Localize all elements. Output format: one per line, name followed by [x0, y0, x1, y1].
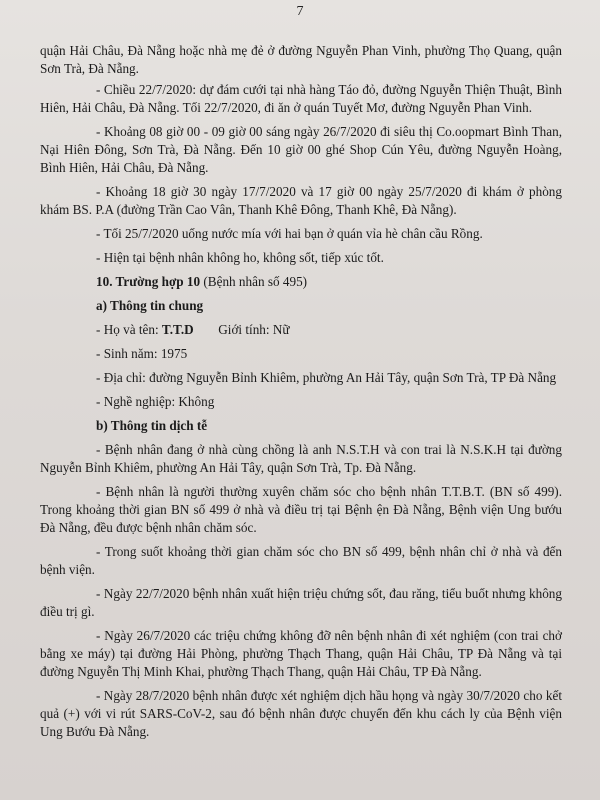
timeline-paragraph: - Hiện tại bệnh nhân không ho, không sốt, tiếp xúc tốt. — [96, 250, 384, 265]
timeline-paragraph: - Khoảng 08 giờ 00 - 09 giờ 00 sáng ngày 26/7/2020 đi siêu thị Co.oopmart Bình Than, Nại Hiên Đông, Sơn Trà, Đà Nẵng. Đến 10 giờ 00 ghé Shop Cún Yêu, đường Nguyễn Hoàng, Bình Hiên, Hải Châu, Đà Nẵng. — [40, 124, 562, 175]
epidemiology-paragraph: - Ngày 22/7/2020 bệnh nhân xuất hiện triệu chứng sốt, đau răng, tiểu buốt nhưng không điều trị gì. — [40, 586, 562, 619]
timeline-paragraph: - Tối 25/7/2020 uống nước mía với hai bạn ở quán vỉa hè chân cầu Rồng. — [96, 226, 483, 241]
document-body — [40, 42, 562, 747]
page-number: 7 — [296, 4, 304, 19]
gender-value: Nữ — [272, 322, 290, 337]
epidemiology-heading: b) Thông tin dịch tễ — [96, 418, 208, 433]
case-title-number: 10. Trường hợp 10 — [96, 274, 201, 289]
general-info-heading: a) Thông tin chung — [96, 298, 204, 313]
case-title-suffix: (Bệnh nhân số 495) — [203, 274, 308, 289]
occupation-field: - Nghề nghiệp: Không — [96, 394, 215, 409]
timeline-paragraph: - Chiều 22/7/2020: dự đám cưới tại nhà hàng Táo đỏ, đường Nguyễn Thiện Thuật, Bình Hiên, Hải Châu, Đà Nẵng. Tối 22/7/2020, đi ăn ở quán Tuyết Mơ, đường Nguyễn Phan Vinh. — [40, 82, 562, 115]
epidemiology-paragraph: - Bệnh nhân là người thường xuyên chăm sóc cho bệnh nhân T.T.B.T. (BN số 499). Trong khoảng thời gian BN số 499 ở nhà và điều trị tại Bệnh ện Đà Nẵng, Bệnh viện Ung bướu Đà Nẵng, đều được bệnh nhân chăm sóc. — [40, 484, 562, 535]
name-label: - Họ và tên: — [96, 322, 159, 337]
epidemiology-paragraph: - Ngày 26/7/2020 các triệu chứng không đỡ nên bệnh nhân đi xét nghiệm (con trai chở bằng xe máy) tại đường Hải Phòng, phường Thạch Thang, quận Hải Châu, TP Đà Nẵng và tại đường Nguyễn Thị Minh Khai, phường Thạch Thang, quận Hải Châu, TP Đà Nẵng. — [40, 628, 562, 679]
timeline-paragraph: - Khoảng 18 giờ 30 ngày 17/7/2020 và 17 giờ 00 ngày 25/7/2020 đi khám ở phòng khám BS. P.A (đường Trần Cao Vân, Thanh Khê Đông, Thanh Khê, Đà Nẵng). — [40, 184, 562, 217]
birth-year-field: - Sinh năm: 1975 — [96, 346, 188, 361]
address-field: - Địa chỉ: đường Nguyễn Bỉnh Khiêm, phường An Hải Tây, quận Sơn Trà, TP Đà Nẵng — [96, 370, 557, 385]
gender-label: Giới tính: — [218, 322, 270, 337]
intro-paragraph: quận Hải Châu, Đà Nẵng hoặc nhà mẹ đẻ ở đường Nguyễn Phan Vinh, phường Thọ Quang, quận Sơn Trà, Đà Nẵng. — [40, 43, 562, 76]
name-field — [40, 321, 562, 339]
case-title — [40, 273, 562, 291]
name-value: T.T.D — [161, 322, 194, 337]
epidemiology-paragraph: - Trong suốt khoảng thời gian chăm sóc cho BN số 499, bệnh nhân chỉ ở nhà và đến bệnh viện. — [40, 544, 562, 577]
epidemiology-paragraph: - Ngày 28/7/2020 bệnh nhân được xét nghiệm dịch hầu họng và ngày 30/7/2020 cho kết quả (+) với vi rút SARS-CoV-2, sau đó bệnh nhân được chuyển đến khu cách ly của Bệnh viện Ung Bướu Đà Nẵng. — [40, 688, 562, 739]
epidemiology-paragraph: - Bệnh nhân đang ở nhà cùng chồng là anh N.S.T.H và con trai là N.S.K.H tại đường Nguyễn Bỉnh Khiêm, phường An Hải Tây, quận Sơn Trà, Tp. Đà Nẵng. — [40, 442, 562, 475]
